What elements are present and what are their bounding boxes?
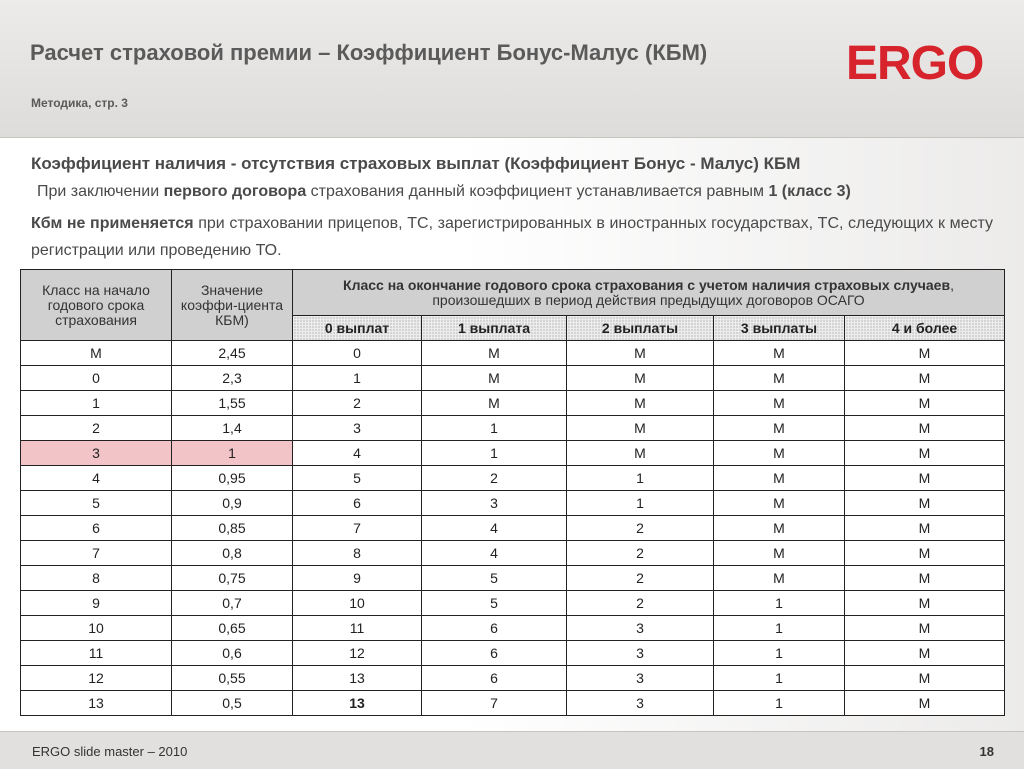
- table-cell: 1: [714, 666, 845, 691]
- table-cell: М: [845, 591, 1005, 616]
- table-cell: М: [422, 366, 567, 391]
- para1-bold-first-contract: первого договора: [163, 183, 307, 200]
- table-cell: 7: [293, 516, 422, 541]
- table-cell: 1: [567, 491, 714, 516]
- header-class-start: Класс на начало годового срока страхования: [21, 270, 172, 341]
- table-cell: 2,3: [172, 366, 293, 391]
- table-row: [21, 566, 1005, 591]
- table-cell: 2: [567, 566, 714, 591]
- table-cell: 2: [21, 416, 172, 441]
- table-cell: 13: [21, 691, 172, 716]
- table-cell: М: [714, 341, 845, 366]
- table-cell: М: [845, 466, 1005, 491]
- table-cell: М: [714, 491, 845, 516]
- table-cell: 0,55: [172, 666, 293, 691]
- table-cell: 1: [714, 641, 845, 666]
- table-cell: 0,95: [172, 466, 293, 491]
- footer-text: ERGO slide master – 2010: [32, 744, 188, 759]
- table-row: [21, 591, 1005, 616]
- table-cell: 11: [293, 616, 422, 641]
- table-cell: 2: [293, 391, 422, 416]
- table-cell: 5: [21, 491, 172, 516]
- table-cell: 0: [293, 341, 422, 366]
- table-cell: М: [845, 391, 1005, 416]
- table-cell: М: [714, 366, 845, 391]
- para1-prefix: При заключении: [37, 183, 164, 200]
- table-cell: 0: [21, 366, 172, 391]
- table-cell: 1,55: [172, 391, 293, 416]
- table-cell: 5: [422, 591, 567, 616]
- table-row: [21, 491, 1005, 516]
- header-class-end: [293, 270, 1005, 316]
- table-cell: 0,6: [172, 641, 293, 666]
- header-class-end-bold: Класс на окончание годового срока страхования с учетом наличия страховых случаев: [343, 276, 951, 293]
- table-cell: М: [567, 441, 714, 466]
- table-cell: М: [845, 366, 1005, 391]
- table-cell: М: [714, 466, 845, 491]
- subheader-payouts: 0 выплат: [293, 316, 422, 341]
- table-row: [21, 366, 1005, 391]
- page-number: 18: [979, 744, 994, 759]
- table-cell: 4: [422, 516, 567, 541]
- table-cell: 2: [567, 516, 714, 541]
- table-cell: 0,65: [172, 616, 293, 641]
- table-cell: М: [714, 541, 845, 566]
- table-cell: 2: [422, 466, 567, 491]
- table-cell: 1: [21, 391, 172, 416]
- table-cell: М: [714, 391, 845, 416]
- table-cell: 1: [422, 416, 567, 441]
- table-row: [21, 466, 1005, 491]
- table-cell: 1: [422, 441, 567, 466]
- table-cell: М: [714, 566, 845, 591]
- table-cell: 7: [21, 541, 172, 566]
- subheader-payouts: 1 выплата: [422, 316, 567, 341]
- table-cell: 9: [293, 566, 422, 591]
- table-cell: 3: [422, 491, 567, 516]
- header-kbm-value: Значение коэффи-циента КБМ): [172, 270, 293, 341]
- table-row: [21, 616, 1005, 641]
- table-cell: М: [845, 516, 1005, 541]
- table-cell: М: [567, 366, 714, 391]
- table-cell: М: [21, 341, 172, 366]
- table-cell: 0,9: [172, 491, 293, 516]
- para1-bold-class: 1 (класс 3): [768, 183, 851, 200]
- table-cell: 1: [714, 691, 845, 716]
- table-cell: 0,5: [172, 691, 293, 716]
- table-cell: 3: [21, 441, 172, 466]
- slide-subtitle: Методика, стр. 3: [31, 96, 128, 110]
- table-cell: М: [567, 391, 714, 416]
- table-cell: 11: [21, 641, 172, 666]
- table-cell: 0,85: [172, 516, 293, 541]
- table-cell: М: [567, 341, 714, 366]
- table-cell: 3: [293, 416, 422, 441]
- table-row: [21, 541, 1005, 566]
- table-row: [21, 516, 1005, 541]
- table-cell: М: [845, 666, 1005, 691]
- table-cell: 3: [567, 666, 714, 691]
- table-cell: 4: [21, 466, 172, 491]
- section-heading: Коэффициент наличия - отсутствия страховых выплат (Коэффициент Бонус - Малус) КБМ: [31, 154, 801, 173]
- table-cell: 3: [567, 641, 714, 666]
- table-cell: 6: [422, 641, 567, 666]
- table-cell: 1,4: [172, 416, 293, 441]
- table-cell: 1: [714, 616, 845, 641]
- table-cell: М: [422, 341, 567, 366]
- exceptions-paragraph: [31, 210, 993, 264]
- table-cell: 12: [293, 641, 422, 666]
- subheader-payouts: 2 выплаты: [567, 316, 714, 341]
- table-row: [21, 341, 1005, 366]
- table-cell: М: [845, 541, 1005, 566]
- table-row: [21, 691, 1005, 716]
- table-cell: 0,7: [172, 591, 293, 616]
- kbm-table: [20, 269, 1005, 716]
- table-cell: М: [845, 341, 1005, 366]
- table-cell: М: [714, 516, 845, 541]
- table-cell: 10: [21, 616, 172, 641]
- table-cell: 2,45: [172, 341, 293, 366]
- table-cell: М: [845, 416, 1005, 441]
- table-cell: М: [714, 441, 845, 466]
- table-cell: 3: [567, 616, 714, 641]
- table-cell: 1: [293, 366, 422, 391]
- table-cell: 6: [21, 516, 172, 541]
- table-cell: 13: [293, 666, 422, 691]
- table-cell: 4: [293, 441, 422, 466]
- table-cell: 1: [714, 591, 845, 616]
- table-row: [21, 441, 1005, 466]
- table-row: [21, 641, 1005, 666]
- table-cell: 1: [567, 466, 714, 491]
- table-cell: 0,8: [172, 541, 293, 566]
- table-cell: 2: [567, 591, 714, 616]
- table-cell: 13: [293, 691, 422, 716]
- table-cell: 6: [422, 616, 567, 641]
- table-cell: М: [845, 566, 1005, 591]
- table-cell: 0,75: [172, 566, 293, 591]
- table-cell: М: [845, 641, 1005, 666]
- first-contract-paragraph: [37, 183, 851, 201]
- table-cell: 1: [172, 441, 293, 466]
- table-cell: М: [567, 416, 714, 441]
- table-cell: 3: [567, 691, 714, 716]
- table-row: [21, 666, 1005, 691]
- subheader-payouts: 4 и более: [845, 316, 1005, 341]
- table-cell: М: [845, 616, 1005, 641]
- header-class-end-rest: , произошедших в период действия предыдущих договоров ОСАГО: [432, 276, 954, 308]
- table-cell: М: [845, 441, 1005, 466]
- table-cell: М: [422, 391, 567, 416]
- table-cell: 9: [21, 591, 172, 616]
- table-row: [21, 391, 1005, 416]
- para2-text: при страховании прицепов, ТС, зарегистрированных в иностранных государствах, ТС, следующих к месту регистрации или проведению ТО.: [31, 215, 994, 259]
- table-row: [21, 416, 1005, 441]
- table-cell: М: [714, 416, 845, 441]
- subheader-payouts: 3 выплаты: [714, 316, 845, 341]
- table-cell: 5: [422, 566, 567, 591]
- table-cell: 8: [293, 541, 422, 566]
- slide-title: Расчет страховой премии – Коэффициент Бонус-Малус (КБМ): [30, 40, 708, 65]
- table-cell: 10: [293, 591, 422, 616]
- table-cell: 6: [293, 491, 422, 516]
- table-cell: М: [845, 491, 1005, 516]
- table-cell: 6: [422, 666, 567, 691]
- table-cell: 12: [21, 666, 172, 691]
- kbm-table-body: [21, 341, 1005, 716]
- para2-bold: Кбм не применяется: [31, 215, 194, 232]
- table-cell: 2: [567, 541, 714, 566]
- table-cell: 4: [422, 541, 567, 566]
- table-cell: 7: [422, 691, 567, 716]
- table-cell: М: [845, 691, 1005, 716]
- table-cell: 8: [21, 566, 172, 591]
- para1-middle: страхования данный коэффициент устанавливается равным: [306, 183, 769, 200]
- table-cell: 5: [293, 466, 422, 491]
- ergo-logo: ERGO: [846, 37, 984, 90]
